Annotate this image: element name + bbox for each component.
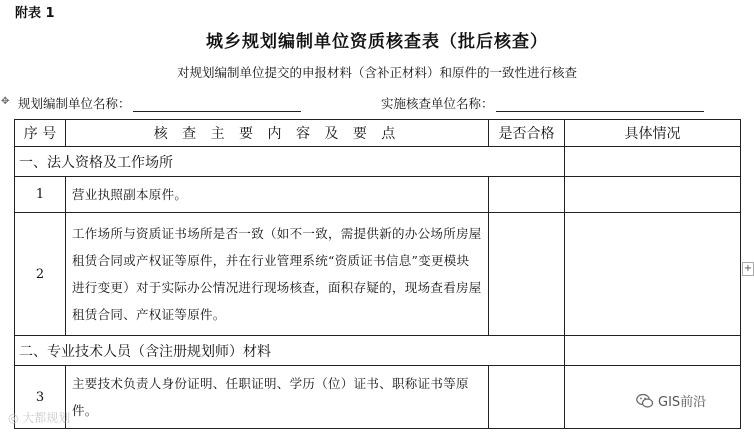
- page-title: 城乡规划编制单位资质核查表（批后核查）: [206, 32, 548, 52]
- row-num: 3: [15, 366, 66, 429]
- row-content: 营业执照副本原件。: [66, 177, 489, 213]
- watermark-left: ◎ 大都规划: [8, 411, 71, 425]
- section-details-cell[interactable]: [565, 147, 741, 177]
- checker-input[interactable]: [496, 97, 704, 112]
- section-details-cell[interactable]: [565, 336, 741, 366]
- row-num: 1: [15, 177, 66, 213]
- header-num: 序 号: [15, 120, 66, 147]
- unit-name-input[interactable]: [133, 97, 301, 112]
- row-content: 工作场所与资质证书场所是否一致（如不一致，需提供新的办公场所房屋租赁合同或产权证等原件，并在行业管理系统“资质证书信息”变更模块进行变更）对于实际办公情况进行现场核查，面积存疑的，现场查看房屋租赁合同、产权证等原件。: [66, 213, 489, 336]
- page-subtitle: 对规划编制单位提交的申报材料（含补正材料）和原件的一致性进行核查: [176, 65, 577, 80]
- appendix-label: 附表 1: [15, 6, 55, 21]
- table-row: [15, 177, 741, 213]
- unit-name-label: 规划编制单位名称：: [18, 96, 131, 111]
- table-header-row: [15, 120, 741, 147]
- add-row-icon[interactable]: +: [743, 263, 753, 274]
- row-qualified-cell[interactable]: [489, 177, 565, 213]
- unit-name-field: [18, 94, 301, 112]
- row-qualified-cell[interactable]: [489, 366, 565, 429]
- table-row: [15, 366, 741, 429]
- watermark-right: [636, 391, 706, 410]
- watermark-right-text: GIS前沿: [658, 395, 707, 410]
- header-details: 具体情况: [565, 120, 741, 147]
- table-row: [15, 213, 741, 336]
- row-content: 主要技术负责人身份证明、任职证明、学历（位）证书、职称证书等原件。: [66, 366, 489, 429]
- row-details-cell[interactable]: [565, 177, 741, 213]
- section-title: 二、专业技术人员（含注册规划师）材料: [15, 336, 565, 366]
- checker-label: 实施核查单位名称：: [381, 96, 494, 111]
- checker-field: [381, 94, 704, 112]
- row-details-cell[interactable]: [565, 213, 741, 336]
- header-content: 核 查 主 要 内 容 及 要 点: [66, 120, 489, 147]
- section-title: 一、法人资格及工作场所: [15, 147, 565, 177]
- header-qualified: 是否合格: [489, 120, 565, 147]
- verification-table: [14, 119, 741, 429]
- section-row: [15, 336, 741, 366]
- row-qualified-cell[interactable]: [489, 213, 565, 336]
- section-row: [15, 147, 741, 177]
- wechat-icon: [636, 393, 654, 409]
- table-move-handle-icon[interactable]: ✥: [1, 96, 10, 107]
- row-num: 2: [15, 213, 66, 336]
